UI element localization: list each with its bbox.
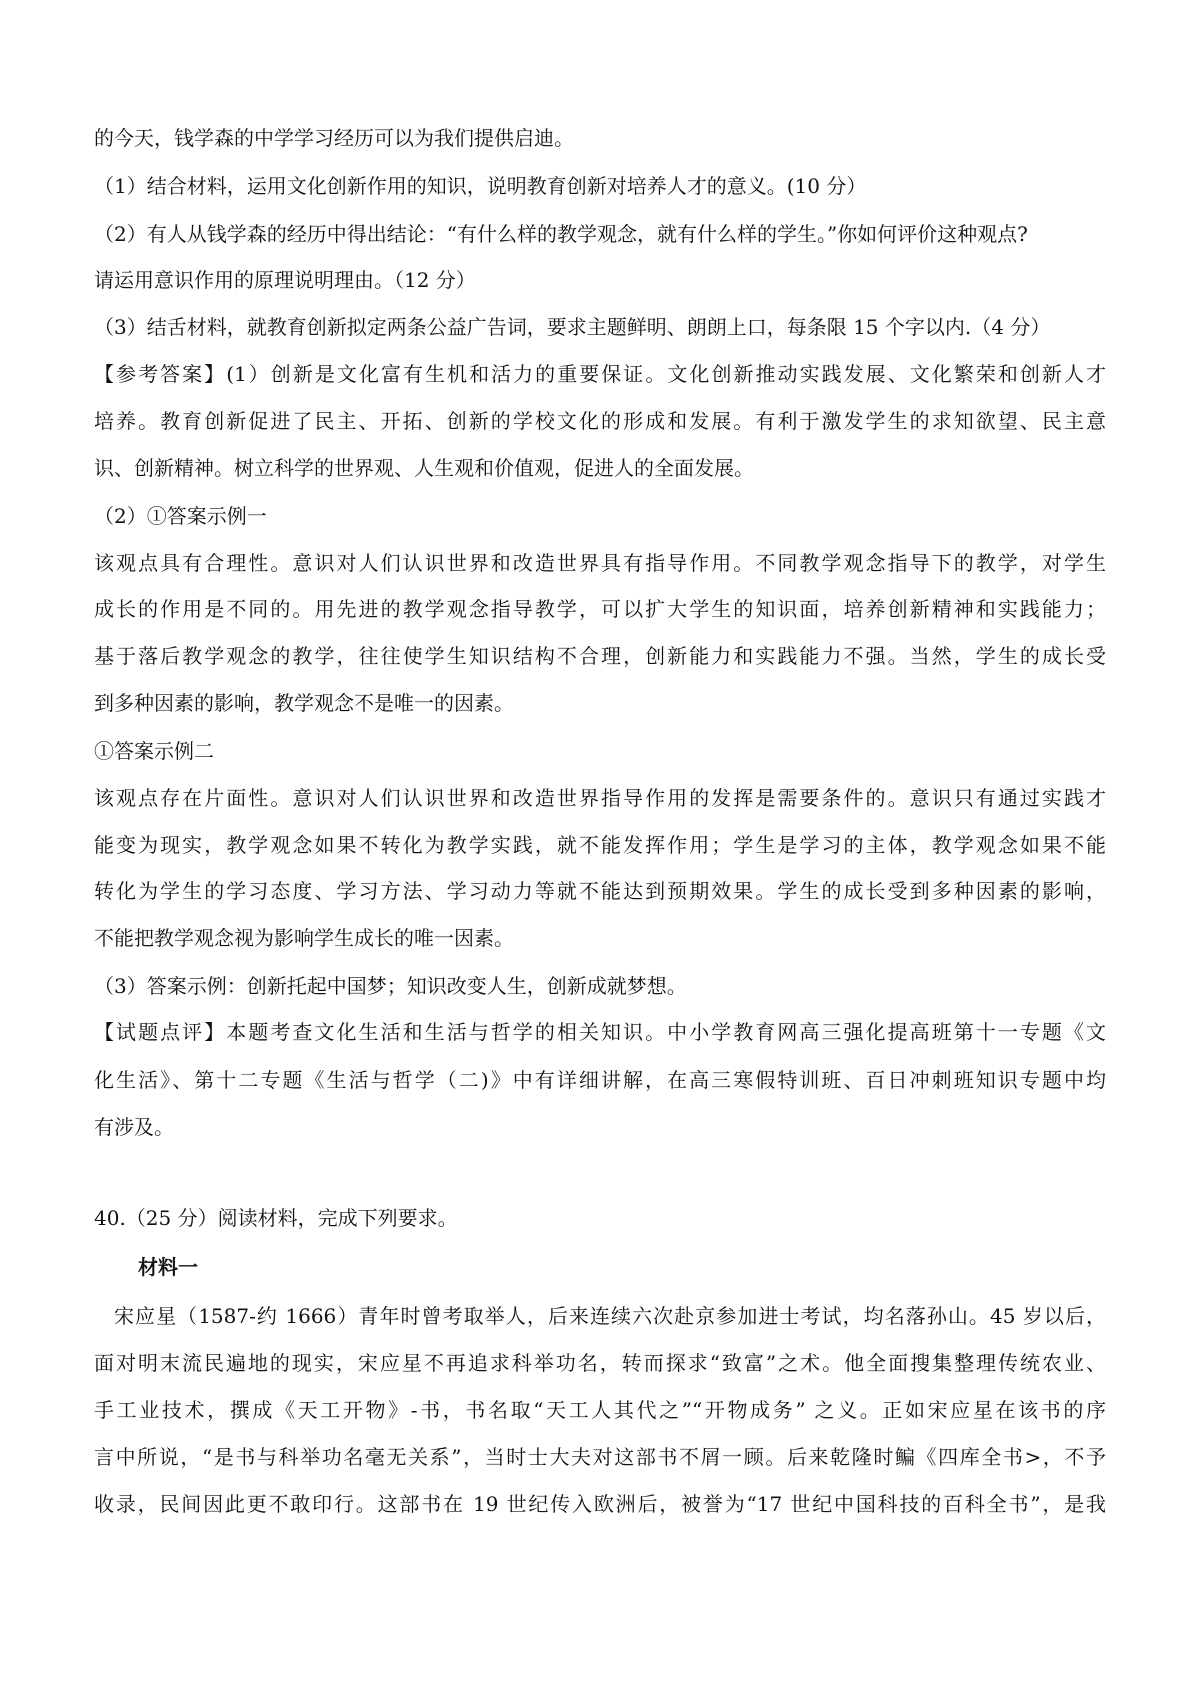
material-1-heading: 材料一 [138, 1255, 198, 1279]
text-line: 面对明末流民遍地的现实，宋应星不再追求科举功名，转而探求“致富”之术。他全面搜集整理传统农业、 [94, 1351, 1106, 1375]
question-1: （1）结合材料，运用文化创新作用的知识，说明教育创新对培养人才的意义。(10 分） [94, 174, 867, 198]
text-line: 该观点具有合理性。意识对人们认识世界和改造世界具有指导作用。不同教学观念指导下的教学，对学生 [94, 551, 1106, 575]
text-line: 识、创新精神。树立科学的世界观、人生观和价值观，促进人的全面发展。 [94, 456, 754, 480]
question-commentary: 【试题点评】本题考查文化生活和生活与哲学的相关知识。中小学教育网高三强化提高班第十一专题《文 [94, 1020, 1106, 1044]
text-line: 收录，民间因此更不敢印行。这部书在 19 世纪传入欧洲后，被誉为“17 世纪中国科技的百科全书”，是我 [94, 1492, 1106, 1516]
text-line: 的今天，钱学森的中学学习经历可以为我们提供启迪。 [94, 126, 574, 150]
text-line: 培养。教育创新促进了民主、开拓、创新的学校文化的形成和发展。有利于激发学生的求知欲望、民主意 [94, 409, 1106, 433]
answer-example-1-heading: （2）①答案示例一 [94, 504, 267, 528]
question-40-heading: 40.（25 分）阅读材料，完成下列要求。 [94, 1206, 458, 1230]
reference-answer: 【参考答案】(1）创新是文化富有生机和活力的重要保证。文化创新推动实践发展、文化繁荣和创新人才 [94, 362, 1106, 386]
text-line: 请运用意识作用的原理说明理由。（12 分） [94, 268, 476, 292]
answer-example-3: （3）答案示例：创新托起中国梦；知识改变人生，创新成就梦想。 [94, 974, 687, 998]
text-line: 化生活》、第十二专题《生活与哲学（二)》中有详细讲解，在高三寒假特训班、百日冲刺班知识专题中均 [94, 1068, 1106, 1092]
text-line: 能变为现实，教学观念如果不转化为教学实践，就不能发挥作用；学生是学习的主体，教学观念如果不能 [94, 833, 1106, 857]
text-line: 该观点存在片面性。意识对人们认识世界和改造世界指导作用的发挥是需要条件的。意识只有通过实践才 [94, 786, 1106, 810]
text-line: 手工业技术，撰成《天工开物》-书，书名取“天工人其代之”“开物成务” 之义。正如宋应星在该书的序 [94, 1398, 1106, 1422]
text-line: 有涉及。 [94, 1115, 174, 1139]
text-line: 言中所说，“是书与科举功名毫无关系”，当时士大夫对这部书不屑一顾。后来乾隆时鳊《四库全书>，不予 [94, 1445, 1106, 1469]
text-line: 宋应星（1587-约 1666）青年时曾考取举人，后来连续六次赴京参加进士考试，均名落孙山。45 岁以后， [114, 1304, 1106, 1328]
text-line: 转化为学生的学习态度、学习方法、学习动力等就不能达到预期效果。学生的成长受到多种因素的影响， [94, 879, 1106, 903]
text-line: 不能把教学观念视为影响学生成长的唯一因素。 [94, 926, 514, 950]
text-line: 基于落后教学观念的教学，往往使学生知识结构不合理，创新能力和实践能力不强。当然，学生的成长受 [94, 644, 1106, 668]
text-line: 到多种因素的影响，教学观念不是唯一的因素。 [94, 691, 514, 715]
question-2: （2）有人从钱学森的经历中得出结论：“有什么样的教学观念，就有什么样的学生。”你如何评价这种观点? [94, 222, 1028, 246]
question-3: （3）结舌材料，就教育创新拟定两条公益广告词，要求主题鲜明、朗朗上口，每条限 15 个字以内.（4 分） [94, 315, 1051, 339]
text-line: 成长的作用是不同的。用先进的教学观念指导教学，可以扩大学生的知识面，培养创新精神和实践能力； [94, 597, 1106, 621]
answer-example-2-heading: ①答案示例二 [94, 739, 214, 763]
